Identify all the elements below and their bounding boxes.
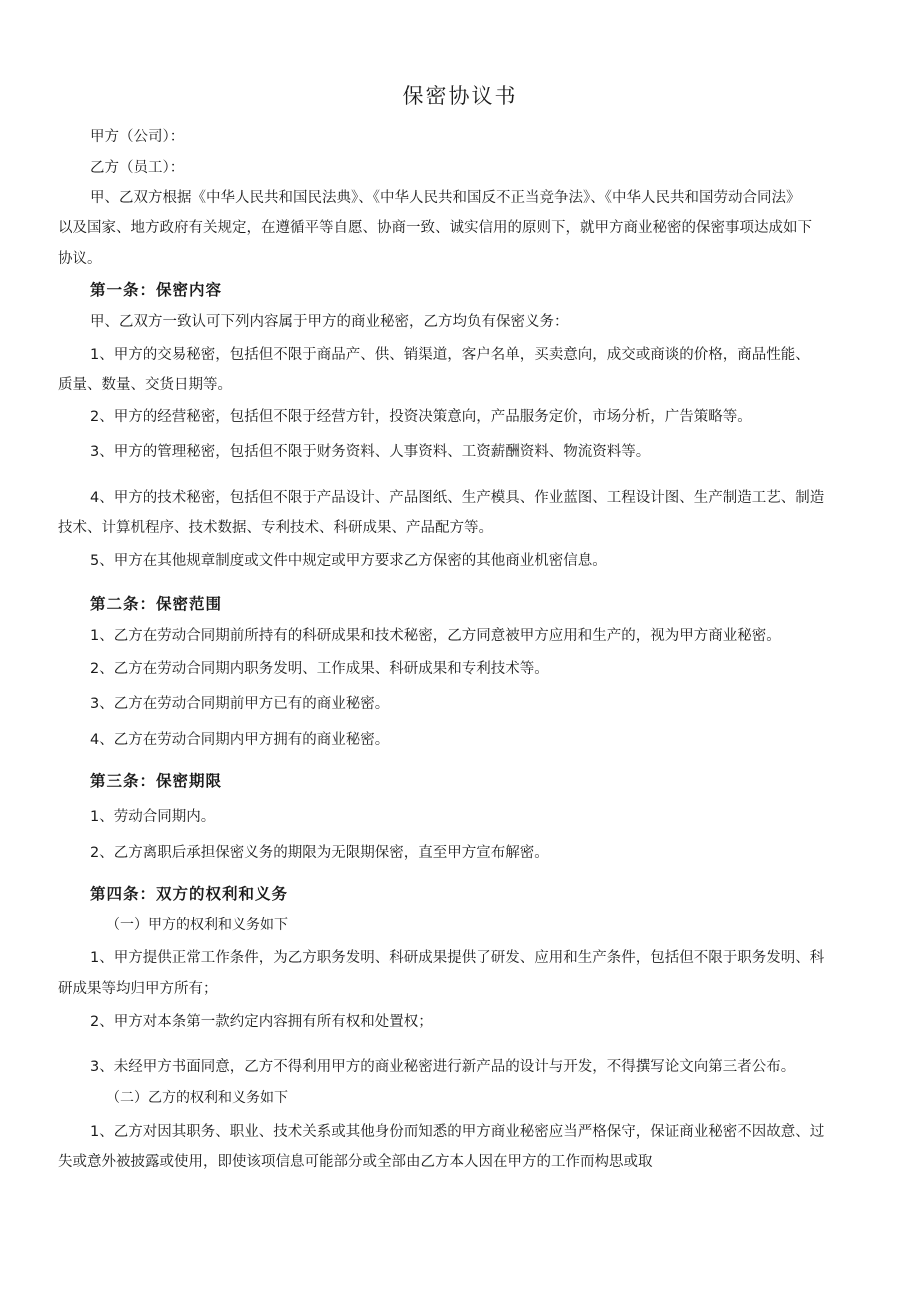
- article1-intro: 甲、乙双方一致认可下列内容属于甲方的商业秘密，乙方均负有保密义务：: [90, 314, 569, 330]
- article1-item2: 2、甲方的经营秘密，包括但不限于经营方针，投资决策意向，产品服务定价，市场分析，广告策略等。: [90, 409, 752, 425]
- preamble-line: 协议。: [58, 251, 102, 267]
- article4-sub-a: （一）甲方的权利和义务如下: [106, 917, 288, 933]
- article3-item1: 1、劳动合同期内。: [90, 809, 216, 825]
- article4-a1: 1、甲方提供正常工作条件，为乙方职务发明、科研成果提供了研发、应用和生产条件，包括但不限于职务发明、科: [90, 950, 825, 966]
- article4-a3: 3、未经甲方书面同意，乙方不得利用甲方的商业秘密进行新产品的设计与开发，不得撰写论文向第三者公布。: [90, 1059, 796, 1075]
- article2-item3: 3、乙方在劳动合同期前甲方已有的商业秘密。: [90, 696, 390, 712]
- article3-heading: 第三条：保密期限: [90, 772, 223, 790]
- article1-item4-cont: 技术、计算机程序、技术数据、专利技术、科研成果、产品配方等。: [58, 520, 493, 536]
- preamble-line: 以及国家、地方政府有关规定，在遵循平等自愿、协商一致、诚实信用的原则下，就甲方商业秘密的保密事项达成如下: [58, 220, 812, 236]
- article2-item4: 4、乙方在劳动合同期内甲方拥有的商业秘密。: [90, 732, 390, 748]
- article1-item1-cont: 质量、数量、交货日期等。: [58, 377, 232, 393]
- article4-b1: 1、乙方对因其职务、职业、技术关系或其他身份而知悉的甲方商业秘密应当严格保守，保证商业秘密不因故意、过: [90, 1124, 825, 1140]
- document-title: 保密协议书: [402, 84, 518, 108]
- article4-a2: 2、甲方对本条第一款约定内容拥有所有权和处置权；: [90, 1014, 433, 1030]
- article4-b1-cont: 失或意外被披露或使用，即使该项信息可能部分或全部由乙方本人因在甲方的工作而构思或取: [58, 1154, 653, 1170]
- article2-heading: 第二条：保密范围: [90, 595, 223, 613]
- article4-heading: 第四条：双方的权利和义务: [90, 885, 289, 903]
- article1-heading: 第一条：保密内容: [90, 281, 223, 299]
- article1-item5: 5、甲方在其他规章制度或文件中规定或甲方要求乙方保密的其他商业机密信息。: [90, 553, 607, 569]
- party-a-line: 甲方（公司）：: [90, 129, 185, 145]
- article4-sub-b: （二）乙方的权利和义务如下: [106, 1090, 288, 1106]
- preamble-line: 甲、乙双方根据《中华人民共和国民法典》、《中华人民共和国反不正当竞争法》、《中华人民共和国劳动合同法》: [90, 190, 801, 206]
- article1-item3: 3、甲方的管理秘密，包括但不限于财务资料、人事资料、工资薪酬资料、物流资料等。: [90, 444, 651, 460]
- article4-a1-cont: 研成果等均归甲方所有；: [58, 981, 218, 997]
- article1-item4: 4、甲方的技术秘密，包括但不限于产品设计、产品图纸、生产模具、作业蓝图、工程设计图、生产制造工艺、制造: [90, 490, 825, 506]
- article1-item1: 1、甲方的交易秘密，包括但不限于商品产、供、销渠道，客户名单，买卖意向，成交或商谈的价格，商品性能、: [90, 347, 810, 363]
- article3-item2: 2、乙方离职后承担保密义务的期限为无限期保密，直至甲方宣布解密。: [90, 845, 549, 861]
- article2-item1: 1、乙方在劳动合同期前所持有的科研成果和技术秘密，乙方同意被甲方应用和生产的，视为甲方商业秘密。: [90, 628, 781, 644]
- article2-item2: 2、乙方在劳动合同期内职务发明、工作成果、科研成果和专利技术等。: [90, 661, 549, 677]
- party-b-line: 乙方（员工）：: [90, 160, 185, 176]
